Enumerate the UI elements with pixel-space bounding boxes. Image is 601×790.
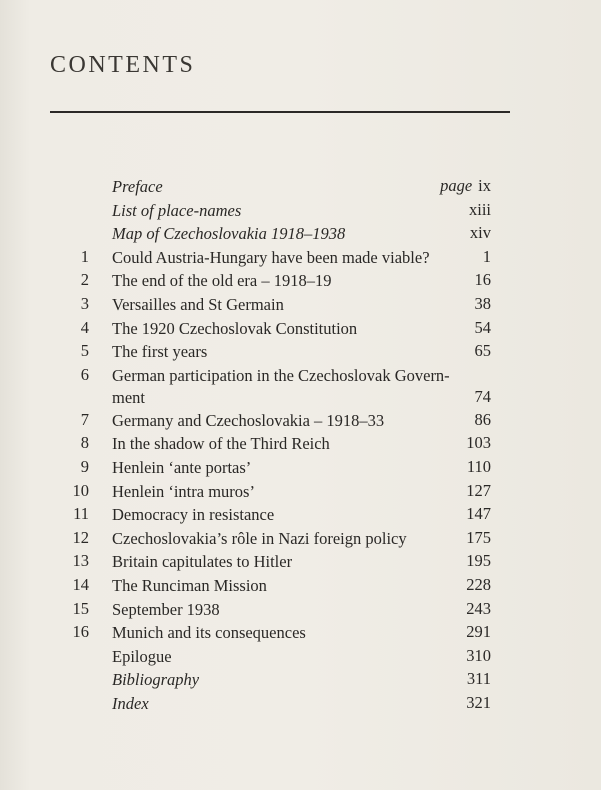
page-number	[411, 176, 491, 196]
page-label: page	[440, 176, 473, 195]
page-number	[411, 318, 491, 338]
page-value: 1	[482, 246, 491, 266]
entry-title: Versailles and St Germain	[112, 294, 284, 314]
chapter-number: 8	[80, 433, 89, 453]
entry-title: The Runciman Mission	[112, 575, 267, 595]
page-number	[411, 387, 491, 407]
page-number	[411, 341, 491, 361]
entry-title: Britain capitulates to Hitler	[112, 552, 293, 572]
chapter-number: 1	[80, 246, 89, 266]
entry-title: In the shadow of the Third Reich	[112, 434, 330, 454]
chapter-number: 3	[80, 293, 89, 313]
page-value: 65	[474, 341, 491, 361]
chapter-number: 14	[72, 574, 89, 594]
entry-title: Epilogue	[112, 646, 172, 666]
page-value: 74	[474, 386, 491, 406]
toc-entry	[0, 294, 601, 318]
page-value: 147	[466, 504, 491, 524]
page-number	[411, 646, 491, 666]
heading-rule	[50, 111, 510, 113]
page-value: 291	[466, 622, 491, 642]
page-value: 16	[474, 270, 491, 290]
page-value: 103	[466, 433, 491, 453]
page-number	[411, 223, 491, 243]
entry-title: Henlein ‘intra muros’	[112, 481, 255, 501]
entry-title: Henlein ‘ante portas’	[112, 457, 252, 477]
chapter-number: 9	[80, 456, 89, 476]
entry-title: List of place-names	[112, 200, 242, 220]
toc-entry	[0, 622, 601, 646]
page-number	[411, 481, 491, 501]
page-number	[411, 622, 491, 642]
toc-entry	[0, 433, 601, 457]
page-value: 321	[466, 692, 491, 712]
chapter-number: 11	[73, 504, 89, 524]
entry-title: German participation in the Czechoslovak Govern-ment	[112, 365, 450, 407]
page-value: 38	[474, 293, 491, 313]
chapter-number: 7	[80, 409, 89, 429]
toc-entry	[0, 223, 601, 247]
toc-entry	[0, 504, 601, 528]
page-value: 127	[466, 480, 491, 500]
page-number	[411, 575, 491, 595]
chapter-number: 10	[72, 480, 89, 500]
page-number	[411, 200, 491, 220]
page-value: xiii	[468, 199, 491, 219]
toc-entry	[0, 341, 601, 365]
toc-entry	[0, 693, 601, 717]
toc-entry	[0, 528, 601, 552]
chapter-number: 4	[80, 317, 89, 337]
toc-entry	[0, 646, 601, 670]
chapter-number: 2	[80, 270, 89, 290]
entry-title: Democracy in resistance	[112, 505, 275, 525]
page-value: 110	[466, 456, 491, 476]
toc-entry	[0, 551, 601, 575]
entry-title: Map of Czechoslovakia 1918–1938	[112, 224, 346, 244]
entry-title: The first years	[112, 342, 208, 362]
chapter-number: 6	[80, 364, 89, 384]
page-number	[411, 528, 491, 548]
page-number	[411, 669, 491, 689]
chapter-number: 15	[72, 598, 89, 618]
contents-heading: CONTENTS	[50, 52, 196, 78]
entry-title: The end of the old era – 1918–19	[112, 271, 332, 291]
page-value: 310	[466, 645, 491, 665]
entry-title: September 1938	[112, 599, 220, 619]
entry-title: Munich and its consequences	[112, 623, 306, 643]
entry-title: Czechoslovakia’s rôle in Nazi foreign policy	[112, 528, 407, 548]
toc-entry	[0, 365, 601, 410]
toc-entry	[0, 669, 601, 693]
page-value: ix	[478, 176, 491, 195]
page-number	[411, 599, 491, 619]
page-value: 311	[466, 669, 491, 689]
toc-entry	[0, 481, 601, 505]
toc-entry	[0, 270, 601, 294]
entry-title: Could Austria-Hungary have been made viable?	[112, 247, 430, 267]
chapter-number: 13	[72, 551, 89, 571]
page-number	[411, 693, 491, 713]
toc-entry	[0, 575, 601, 599]
toc-entry	[0, 247, 601, 271]
entry-title: The 1920 Czechoslovak Constitution	[112, 318, 358, 338]
page-value: 175	[466, 527, 491, 547]
chapter-number: 12	[72, 527, 89, 547]
page-value: 243	[466, 598, 491, 618]
toc-entry	[0, 318, 601, 342]
page-number	[411, 270, 491, 290]
page-number	[411, 294, 491, 314]
chapter-number: 5	[80, 341, 89, 361]
page-number	[411, 433, 491, 453]
page-value: 86	[474, 409, 491, 429]
entry-title: Preface	[112, 177, 163, 196]
page-number	[411, 457, 491, 477]
page-value: 195	[466, 551, 491, 571]
page-number	[411, 551, 491, 571]
entry-title: Bibliography	[112, 670, 200, 690]
toc-entry	[0, 410, 601, 434]
entry-title: Germany and Czechoslovakia – 1918–33	[112, 410, 385, 430]
page-value: 54	[474, 317, 491, 337]
entry-title: Index	[112, 693, 149, 713]
page-value: 228	[466, 574, 491, 594]
chapter-number: 16	[72, 622, 89, 642]
toc-entry	[0, 176, 601, 200]
toc-entry	[0, 599, 601, 623]
page-number	[411, 247, 491, 267]
toc-entry	[0, 457, 601, 481]
toc-entry	[0, 200, 601, 224]
table-of-contents	[0, 176, 601, 716]
page-number	[411, 410, 491, 430]
page-value: xiv	[469, 223, 491, 243]
page-number	[411, 504, 491, 524]
